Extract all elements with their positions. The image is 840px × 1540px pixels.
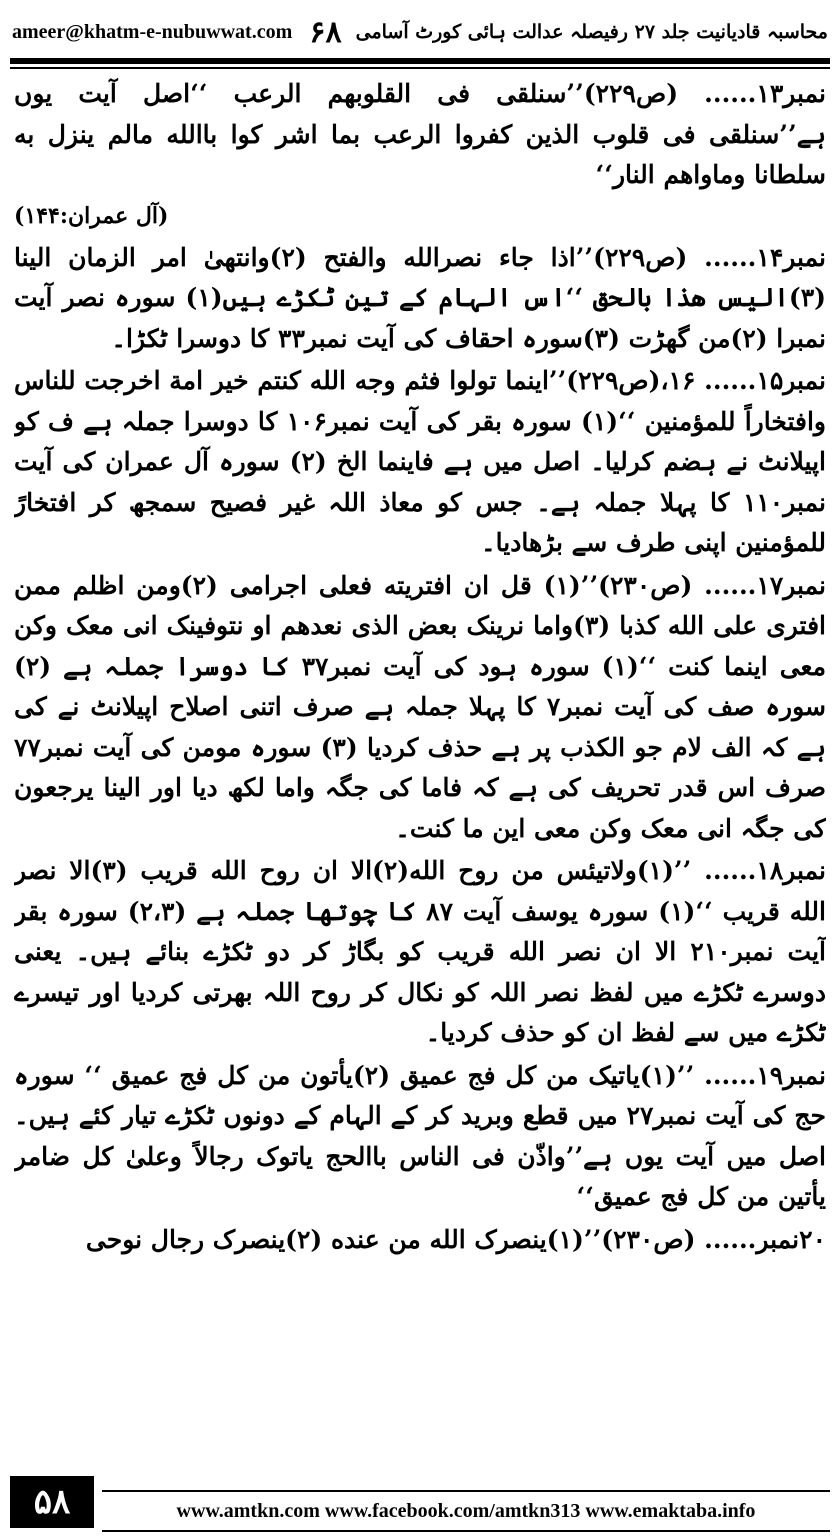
entry-14: [14, 238, 826, 360]
entry-text: ۲۰نمبر...... (ص۲۳۰)’’(۱)ینصرک الله من عنده (۲)ینصرک رجال نوحی: [85, 1224, 826, 1254]
verse-reference: (آل عمران:۱۴۴): [14, 202, 169, 229]
entry-text: نمبر۱۷...... (ص۲۳۰)’’(۱) قل ان افتريته فعلی اجرامی (۲)ومن اظلم ممن افتری علی الله كذبا (۳)واما نرينک بعض الذی نعدهم او نتوفينک انی معک وکن معی اینما کنت ‘‘(۱) سورہ ہود کی آیت نمبر۳۷ کا دوسرا جملہ ہے (۲) سورہ صف کی آیت نمبر۷ کا پہلا جملہ ہے صرف اتنی اصلاح اپیلانٹ نے کی ہے کہ الف لام جو الکذب پر ہے حذف کردیا (۳) سورہ مومن کی آیت نمبر۷۷ صرف اس قدر تحریف کی ہے کہ فاما کی جگہ واما لکھ دیا اور الینا یرجعون کی جگہ انی معک وکن معی این ما کنت۔: [14, 570, 826, 843]
entry-text: نمبر۱۴...... (ص۲۲۹)’’اذا جاء نصرالله والفتح (۲)وانتهیٰ امر الزمان الینا (۳)الیس هذا بالحق ‘‘اس الہام کے تین ٹکڑے ہیں(۱) سورہ نصر آیت نمبرا (۲)من گھڑت (۳)سورہ احقاف کی آیت نمبر۳۳ کا دوسرا ٹکڑا۔: [14, 242, 826, 353]
entry-text: نمبر۱۵...... ۱۶،(ص۲۲۹)’’اینما تولوا فثم وجه الله كنتم خير امة اخرجت للناس وافتخاراً للمؤمنين ‘‘(۱) سورہ بقر کی آیت نمبر۱۰۶ کا دوسرا جملہ ہے ف کو اپیلانٹ نے ہضم کرلیا۔ اصل میں ہے فاینما الخ (۲) سورہ آل عمران کی آیت نمبر۱۱۰ کا پہلا جملہ ہے۔ جس کو معاذ اللہ غیر فصیح سمجھ کر افتخارً للمؤمنین اپنی طرف سے بڑھادیا۔: [14, 366, 826, 557]
header-email[interactable]: ameer@khatm-e-nubuwwat.com: [12, 20, 293, 43]
entry-text: نمبر۱۳...... (ص۲۲۹)’’سنلقی فی القلوبهم الرعب ‘‘اصل آیت یوں ہے’’سنلقی فی قلوب الذین کفروا الرعب بما اشر کوا باالله مالم ینزل به سلطانا وماواهم النار‘‘: [14, 79, 826, 189]
entry-20: [14, 1220, 826, 1261]
entry-15-16: [14, 361, 826, 564]
entry-ref-line: [14, 196, 826, 236]
header-divider-thick: [10, 58, 830, 64]
footer-links[interactable]: www.amtkn.com www.facebook.com/amtkn313 www.emaktaba.info: [102, 1490, 830, 1532]
header-divider-thin: [10, 67, 830, 69]
entry-text: نمبر۱۸...... ’’(۱)ولاتیئس من روح الله(۲)الا ان روح الله قریب (۳)الا نصر الله قريب ‘‘(۱) سورہ یوسف آیت ۸۷ کا چوتھا جملہ ہے (۲،۳) سورہ بقر آیت نمبر۲۱۰ الا ان نصر الله قريب کو بگاڑ کر دو ٹکڑے بنائے ہیں۔ یعنی دوسرے ٹکڑے میں لفظ نصر اللہ کو نکال کر روح اللہ بھرتی کردیا اور تیسرے ٹکڑے میں سے لفظ ان کو حذف کردیا۔: [14, 856, 826, 1047]
entry-17: [14, 566, 826, 850]
footer-page-number: ۵۸: [10, 1476, 94, 1528]
page-body: [14, 74, 826, 1460]
entry-18: [14, 851, 826, 1054]
entry-19: [14, 1056, 826, 1218]
header-page-number: ۶۸: [309, 14, 342, 50]
entry-13: [14, 74, 826, 236]
header-title: محاسبہ قادیانیت جلد ۲۷ رفیصلہ عدالت ہائی کورٹ آسامی: [355, 21, 828, 43]
entry-text: نمبر۱۹...... ’’(۱)یاتیک من کل فج عمیق (۲)یأتون من کل فج عمیق ‘‘ سورہ حج کی آیت نمبر۲۷ میں قطع وبرید کر کے الہام کے دونوں ٹکڑے تیار کئے ہیں۔ اصل میں آیت یوں ہے’’واذّن فی الناس باالحج یاتوک رجالاً وعلیٰ کل ضامر یأتین من کل فج عمیق‘‘: [14, 1060, 826, 1211]
page-header: [12, 8, 828, 56]
header-title-group: [309, 15, 828, 50]
page-footer: [10, 1476, 830, 1534]
